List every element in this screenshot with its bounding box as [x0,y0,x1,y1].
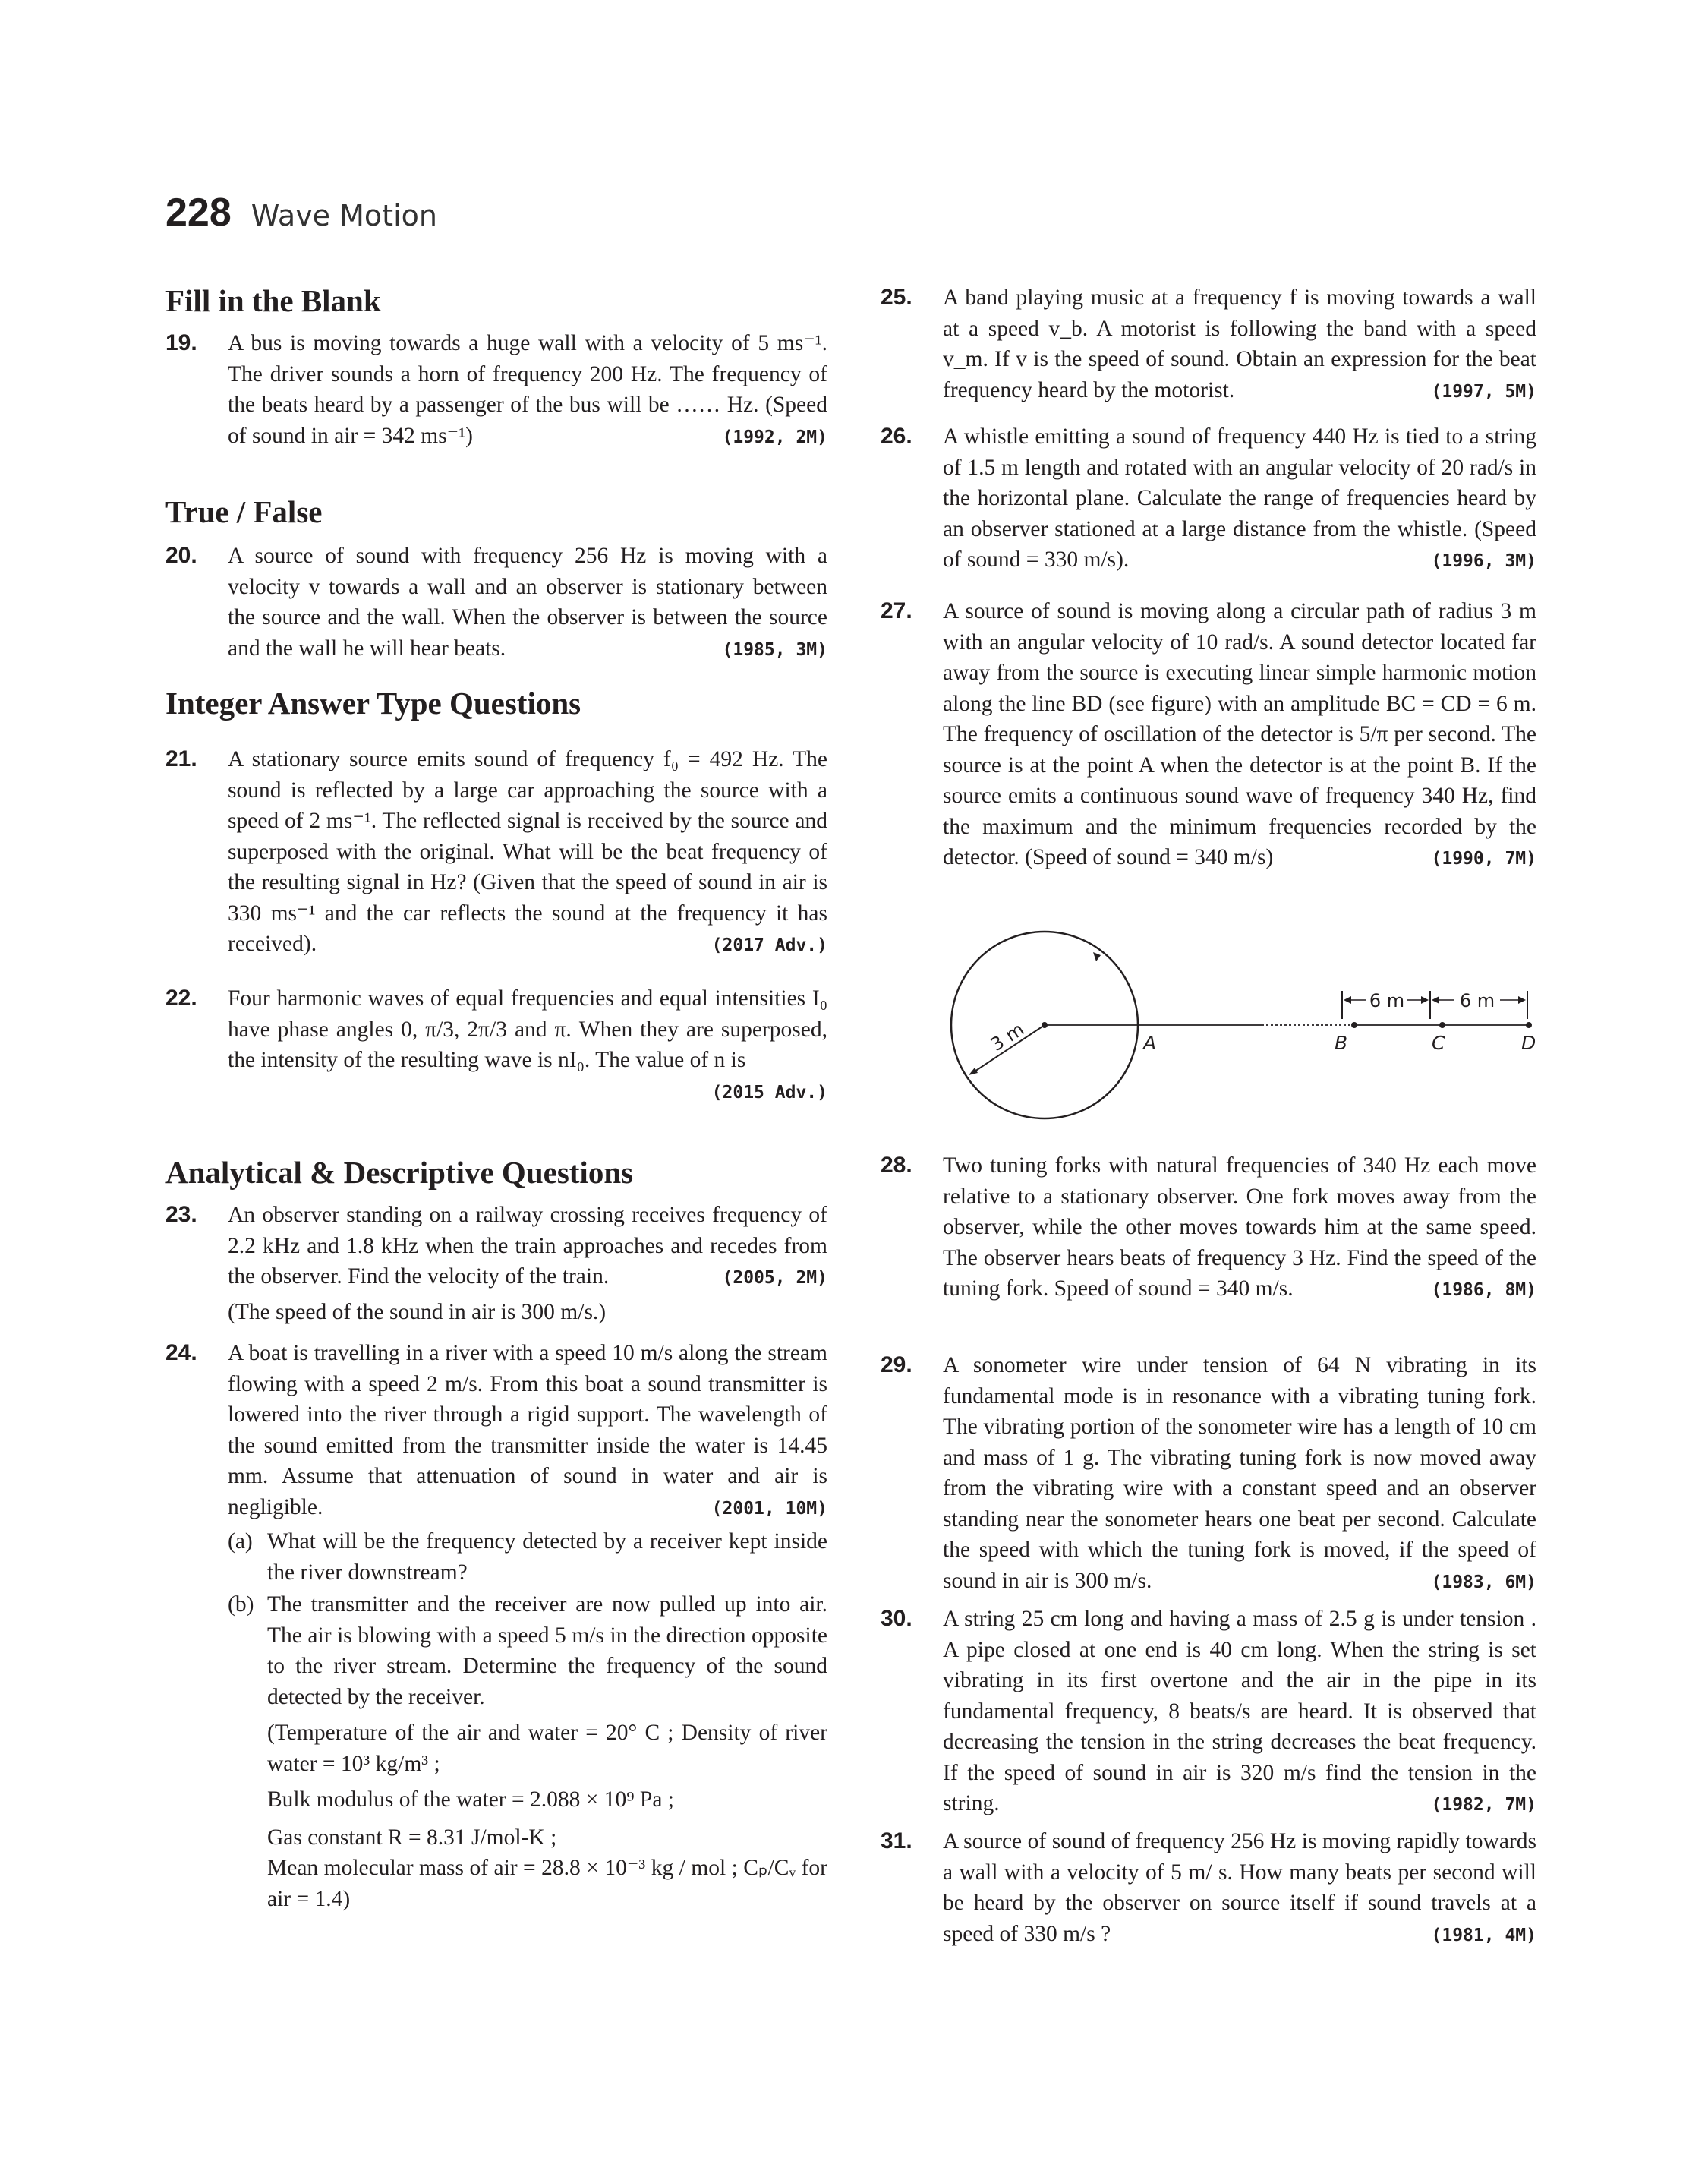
chapter-title: Wave Motion [251,199,437,232]
rotation-arrow-icon [1093,952,1101,961]
question-27 [881,596,1536,875]
dim-arrow-right-icon [1518,996,1526,1004]
part-text: What will be the frequency detected by a receiver kept inside the river downstream? [267,1529,827,1585]
question-26 [881,421,1536,577]
question-22 [165,983,827,1108]
section-integer: Integer Answer Type Questions [165,686,581,721]
section-analytical: Analytical & Descriptive Questions [165,1155,634,1190]
question-note: (The speed of the sound in air is 300 m/s.) [228,1299,607,1324]
question-text: A string 25 cm long and having a mass of 2.5 g is under tension . A pipe closed at one end is 40 cm long. When the string is set vibrating in its first overtone and the air in the pipe in its fundamental frequency, 8 beats/s are heard. It is observed that decreasing the tension in the string decreases the beat frequency. If the speed of sound in air is 320 m/s find the tension in the string. [943,1607,1536,1815]
question-number: 30. [881,1606,912,1631]
question-number: 26. [881,424,912,449]
part-label: (b) [228,1592,254,1617]
question-29 [881,1350,1536,1598]
data-temperature-density: (Temperature of the air and water = 20° C ; Density of river water = 10³ kg/m³ ; [267,1721,827,1776]
dim-arrow-right-icon [1421,996,1429,1004]
question-20 [165,541,827,665]
q27-figure [950,919,1550,1177]
part-text: The transmitter and the receiver are now pulled up into air. The air is blowing with a speed 5 m/s in the direction opposite to the river stream. Determine the frequency of the sound detected by the receiver. [267,1592,827,1709]
section-true-false: True / False [165,494,323,529]
question-text: Four harmonic waves of equal frequencies and equal intensities I₀ have phase angles 0, π/3, 2π/3 and π. When they are superposed, the intensity of the resulting wave is nI₀. The value of n is [228,986,827,1072]
question-number: 21. [165,746,197,771]
question-text: A band playing music at a frequency f is moving towards a wall at a speed v_b. A motorist is following the band with a speed v_m. If v is the speed of sound. Obtain an expression for the beat frequency heard by the motorist. [943,285,1536,402]
question-year: (1981, 4M) [1431,1925,1536,1945]
question-24 [165,1338,827,1524]
point-d-marker [1526,1022,1532,1028]
question-number: 22. [165,986,197,1011]
question-text: A whistle emitting a sound of frequency 440 Hz is tied to a string of 1.5 m length and rotated with an angular velocity of 20 rad/s in the horizontal plane. Calculate the range of frequencies heard by an observer stationed at a large distance from the whistle. (Speed of sound = 330 m/s). [943,424,1536,572]
question-text: A source of sound with frequency 256 Hz is moving with a velocity v towards a wall and an observer is stationary between the source and the wall. When the observer is between the source and the wall he will hear beats. [228,544,827,661]
question-year: (2005, 2M) [722,1268,827,1288]
question-year: (2001, 10M) [711,1498,827,1519]
dist-cd-label: 6 m [1459,990,1495,1011]
data-molecular-mass: Mean molecular mass of air = 28.8 × 10⁻³ kg / mol ; Cₚ/Cᵥ for air = 1.4) [267,1856,827,1911]
question-number: 23. [165,1202,197,1227]
section-fill-blank: Fill in the Blank [165,283,381,318]
point-d-label: D [1521,1032,1536,1054]
question-year: (1992, 2M) [722,427,827,447]
data-bulk-modulus: Bulk modulus of the water = 2.088 × 10⁹ Pa ; [267,1787,674,1812]
dim-arrow-left-icon [1432,996,1439,1004]
question-year: (2015 Adv.) [711,1082,827,1103]
question-text: Two tuning forks with natural frequencies of 340 Hz each move relative to a stationary observer. One fork moves away from the observer, while the other moves towards him at the same speed. The observer hears beats of frequency 3 Hz. Find the speed of the tuning fork. Speed of sound = 340 m/s. [943,1153,1536,1301]
question-23 [165,1200,827,1327]
question-31 [881,1826,1536,1951]
question-text: A source of sound is moving along a circular path of radius 3 m with an angular velocity of 10 rad/s. A sound detector located far away from the source is executing linear simple harmonic motion along the line BD (see figure) with an amplitude BC = CD = 6 m. The frequency of oscillation of the detector is 5/π per second. The source is at the point A when the detector is at the point B. If the source emits a continuous sound wave of frequency 340 Hz, find the maximum and the minimum frequencies recorded by the detector. (Speed of sound = 340 m/s) [943,599,1536,869]
question-text: A sonometer wire under tension of 64 N vibrating in its fundamental mode is in resonance with a vibrating tuning fork. The vibrating portion of the sonometer wire has a length of 10 cm and mass of 1 g. The vibrating tuning fork is now moved away from the vibrating wire with a constant speed and an observer standing near the sonometer hears one beat per second. Calculate the speed with which the tuning fork is moved, if the speed of sound in air is 300 m/s. [943,1353,1536,1593]
question-text: A boat is travelling in a river with a speed 10 m/s along the stream flowing with a speed 2 m/s. From this boat a sound transmitter is lowered into the river through a rigid support. The wavelength of the sound emitted from the transmitter inside the water is 14.45 mm. Assume that attenuation of sound in water and air is negligible. [228,1341,827,1519]
dim-arrow-left-icon [1344,996,1351,1004]
question-number: 31. [881,1828,912,1853]
question-number: 27. [881,598,912,623]
question-year: (1997, 5M) [1431,381,1536,402]
point-c-label: C [1432,1032,1445,1054]
question-19 [165,328,827,453]
part-label: (a) [228,1529,253,1554]
question-year: (1990, 7M) [1431,849,1536,869]
point-c-marker [1439,1022,1445,1028]
question-number: 19. [165,330,197,355]
question-text: A bus is moving towards a huge wall with a velocity of 5 ms⁻¹. The driver sounds a horn of frequency 200 Hz. The frequency of the beats heard by a passenger of the bus will be …… Hz. (Speed of sound in air = 342 ms⁻¹) [228,331,827,448]
radius-label: 3 m [987,1018,1029,1056]
question-24-part-b [228,1589,827,1712]
question-25 [881,282,1536,407]
question-24-part-a [228,1526,827,1588]
question-text: An observer standing on a railway crossing receives frequency of 2.2 kHz and 1.8 kHz when the train approaches and recedes from the observer. Find the velocity of the train. [228,1203,827,1289]
dist-bc-label: 6 m [1369,990,1405,1011]
point-b-marker [1351,1022,1357,1028]
question-30 [881,1604,1536,1821]
question-year: (2017 Adv.) [711,935,827,955]
question-text: A stationary source emits sound of frequency f₀ = 492 Hz. The sound is reflected by a large car approaching the source with a speed of 2 ms⁻¹. The reflected signal is received by the source and superposed with the original. What will be the beat frequency of the resulting signal in Hz? (Given that the speed of sound in air is 330 ms⁻¹ and the car reflects the sound at the frequency it has received). [228,747,827,956]
question-number: 29. [881,1352,912,1377]
radius-arrowhead-icon [969,1068,978,1075]
question-number: 20. [165,543,197,568]
question-number: 24. [165,1340,197,1365]
question-year: (1996, 3M) [1431,551,1536,571]
question-text: A source of sound of frequency 256 Hz is moving rapidly towards a wall with a velocity of 5 m/ s. How many beats per second will be heard by the observer on source itself if sound travels at a speed of 330 m/s ? [943,1829,1536,1946]
question-year: (1985, 3M) [722,639,827,660]
question-year: (1986, 8M) [1431,1280,1536,1300]
page-number: 228 [165,191,232,235]
question-year: (1982, 7M) [1431,1795,1536,1815]
point-a-label: A [1143,1032,1157,1054]
point-b-label: B [1335,1032,1348,1054]
question-21 [165,744,827,961]
running-header [165,190,437,251]
question-number: 28. [881,1153,912,1178]
data-gas-constant: Gas constant R = 8.31 J/mol-K ; [267,1825,557,1850]
question-number: 25. [881,285,912,310]
question-year: (1983, 6M) [1431,1572,1536,1592]
